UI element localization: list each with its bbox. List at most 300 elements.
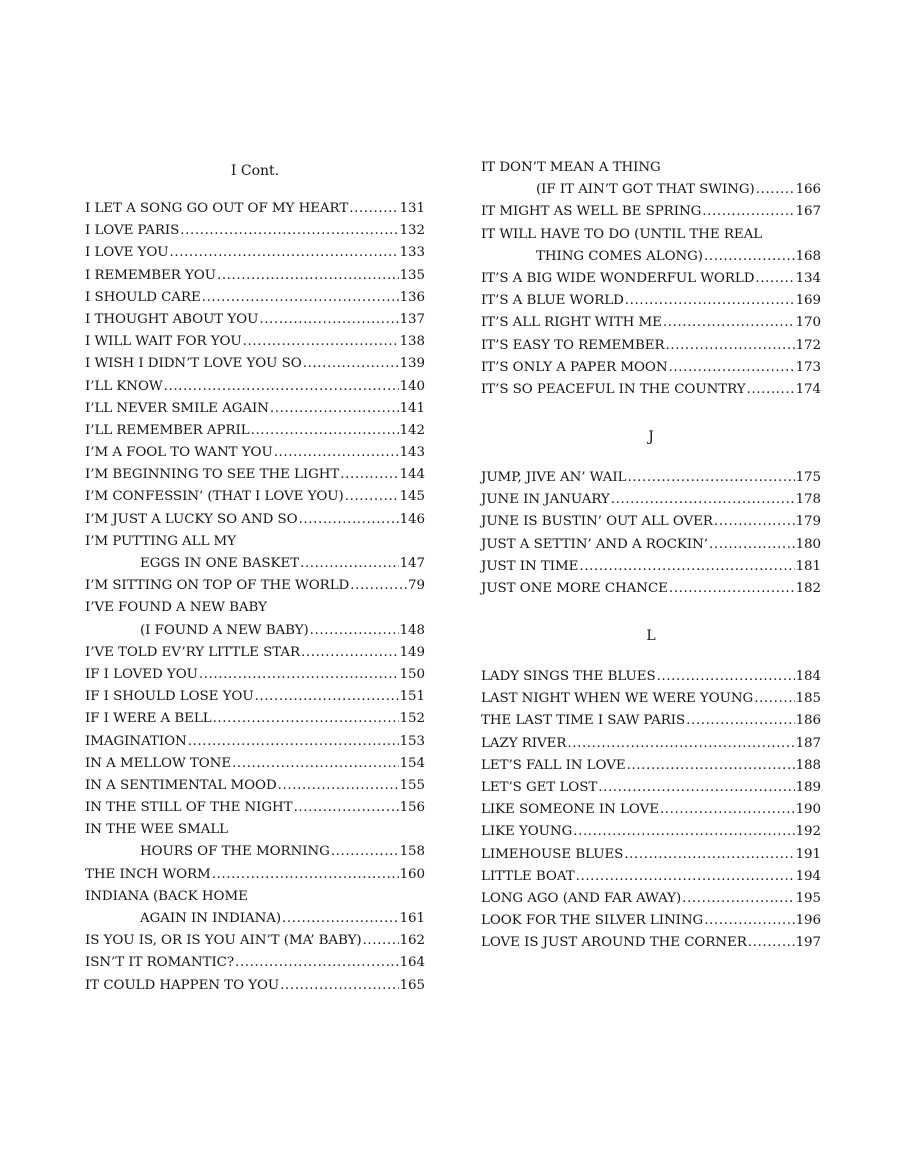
song-title: JUMP, JIVE AN’ WAIL <box>481 470 627 485</box>
index-entry <box>85 534 425 578</box>
index-entry <box>481 891 821 913</box>
song-title: LITTLE BOAT <box>481 868 575 884</box>
song-title: IT MIGHT AS WELL BE SPRING <box>481 204 702 220</box>
song-title: IF I WERE A BELL <box>85 711 212 727</box>
entry-line <box>85 445 425 467</box>
entry-line <box>481 559 821 581</box>
page-number: 173 <box>795 359 821 375</box>
page-number: 169 <box>795 293 821 309</box>
index-entry <box>85 334 425 356</box>
entry-line <box>85 290 425 312</box>
song-title: LIKE YOUNG <box>481 824 573 840</box>
song-title: I’M BEGINNING TO SEE THE LIGHT <box>85 467 340 483</box>
song-title: I’LL NEVER SMILE AGAIN <box>85 400 269 416</box>
page-number: 189 <box>795 779 821 795</box>
song-title: I’VE TOLD EV’RY LITTLE STAR <box>85 644 300 660</box>
dot-leader <box>756 182 795 197</box>
page-number: 131 <box>399 201 425 216</box>
song-title: IT COULD HAPPEN TO YOU <box>85 977 280 993</box>
page-number: 147 <box>399 556 425 571</box>
index-entry <box>481 824 821 846</box>
dot-leader <box>243 334 399 349</box>
section-heading-j: J <box>648 429 654 445</box>
song-title: I LOVE YOU <box>85 245 169 261</box>
entry-line <box>481 514 821 536</box>
index-entry <box>481 802 821 824</box>
dot-leader <box>345 489 399 504</box>
page-number: 149 <box>399 644 425 660</box>
dot-leader <box>299 512 399 527</box>
song-title: LONG AGO (AND FAR AWAY) <box>481 890 682 906</box>
page-number: 153 <box>399 733 425 749</box>
dot-leader <box>627 758 795 773</box>
page-number: 145 <box>399 489 425 505</box>
entry-line <box>481 293 821 315</box>
index-entry <box>481 514 821 536</box>
entry-line <box>85 201 425 223</box>
section-heading-l: L <box>646 628 656 644</box>
dot-leader <box>349 201 398 216</box>
page-number: 141 <box>399 400 425 416</box>
left-entry-list <box>85 201 425 1000</box>
dot-leader <box>709 537 795 552</box>
dot-leader <box>280 978 398 993</box>
entry-line <box>481 581 821 603</box>
index-entry <box>481 935 821 957</box>
page-number: 165 <box>399 977 425 993</box>
dot-leader <box>686 713 794 728</box>
song-title: I WILL WAIT FOR YOU <box>85 334 242 350</box>
entry-line <box>85 778 425 800</box>
song-title: I’VE FOUND A NEW BABY <box>85 600 267 616</box>
page-number: 190 <box>795 802 821 818</box>
index-entry <box>481 537 821 559</box>
index-entry <box>85 955 425 977</box>
entry-line <box>85 600 425 622</box>
dot-leader <box>669 581 795 596</box>
page-number: 139 <box>399 356 425 372</box>
index-entry <box>481 559 821 581</box>
entry-line <box>85 467 425 489</box>
song-title: IS YOU IS, OR IS YOU AIN’T (MA’ BABY) <box>85 933 362 949</box>
index-entry <box>85 245 425 267</box>
entry-line <box>85 756 425 778</box>
index-entry <box>85 667 425 689</box>
page-number: 164 <box>399 955 425 971</box>
page-number: 152 <box>399 711 425 727</box>
entry-line <box>481 315 821 337</box>
entry-line <box>85 423 425 445</box>
page-number: 188 <box>795 757 821 773</box>
dot-leader <box>567 736 794 751</box>
right-entry-list-j <box>481 470 821 603</box>
entry-line <box>481 182 821 204</box>
dot-leader <box>188 734 399 749</box>
song-title: I’LL REMEMBER APRIL <box>85 422 250 438</box>
index-entry <box>481 360 821 382</box>
page-number: 137 <box>399 311 425 327</box>
dot-leader <box>213 711 399 726</box>
dot-leader <box>625 293 795 308</box>
song-title: I’M SITTING ON TOP OF THE WORLD <box>85 578 350 594</box>
entry-line <box>85 489 425 511</box>
dot-leader <box>180 223 398 238</box>
index-entry <box>85 356 425 378</box>
index-entry <box>85 578 425 600</box>
entry-line <box>85 667 425 689</box>
page-number: 143 <box>399 445 425 461</box>
index-entry <box>85 756 425 778</box>
dot-leader <box>212 867 399 882</box>
song-title: (I FOUND A NEW BABY) <box>140 622 309 638</box>
dot-leader <box>702 204 794 219</box>
entry-line <box>85 867 425 889</box>
index-entry <box>481 669 821 691</box>
song-title: AGAIN IN INDIANA) <box>140 911 282 926</box>
entry-line <box>85 245 425 267</box>
page-number: 161 <box>399 911 425 926</box>
entry-line <box>481 537 821 559</box>
entry-line <box>85 268 425 290</box>
song-title: I’LL KNOW <box>85 378 163 394</box>
entry-line <box>85 822 425 844</box>
index-entry <box>481 338 821 360</box>
index-entry <box>85 379 425 401</box>
dot-leader <box>573 824 794 839</box>
index-entry <box>85 312 425 334</box>
page-number: 156 <box>399 800 425 816</box>
song-title: LET’S GET LOST <box>481 779 598 795</box>
entry-line <box>481 847 821 869</box>
page-number: 174 <box>795 381 821 397</box>
page-number: 134 <box>795 270 821 286</box>
page-number: 154 <box>399 755 425 771</box>
dot-leader <box>682 891 794 906</box>
page-number: 175 <box>795 470 821 485</box>
song-title: I’M A FOOL TO WANT YOU <box>85 445 273 461</box>
entry-line <box>481 736 821 758</box>
index-entry <box>85 201 425 223</box>
dot-leader <box>704 913 794 928</box>
index-entry <box>85 600 425 644</box>
index-entry <box>85 445 425 467</box>
dot-leader <box>300 556 398 571</box>
song-title: LIMEHOUSE BLUES <box>481 846 624 862</box>
song-title: THE INCH WORM <box>85 866 211 882</box>
song-title: IN THE STILL OF THE NIGHT <box>85 800 293 816</box>
song-title: IN A MELLOW TONE <box>85 755 232 771</box>
song-title: IT’S SO PEACEFUL IN THE COUNTRY <box>481 381 746 397</box>
dot-leader <box>704 249 795 264</box>
page-number: 158 <box>399 844 425 860</box>
entry-line <box>85 689 425 711</box>
index-entry <box>85 800 425 822</box>
page-number: 168 <box>795 248 821 264</box>
entry-line <box>85 978 425 1000</box>
index-entry <box>481 713 821 735</box>
song-title: (IF IT AIN’T GOT THAT SWING) <box>536 182 755 198</box>
entry-line <box>481 780 821 802</box>
entry-line <box>85 578 425 600</box>
song-title: LIKE SOMEONE IN LOVE <box>481 802 659 818</box>
dot-leader <box>255 689 399 704</box>
entry-line <box>481 691 821 713</box>
song-title: IN A SENTIMENTAL MOOD <box>85 777 277 793</box>
song-title: IT’S EASY TO REMEMBER <box>481 337 665 353</box>
index-entry <box>481 382 821 404</box>
index-entry <box>85 822 425 866</box>
page-number: 187 <box>795 735 821 751</box>
song-title: IT’S A BLUE WORLD <box>481 293 624 309</box>
song-title: JUST A SETTIN’ AND A ROCKIN’ <box>481 536 708 552</box>
index-entry <box>85 734 425 756</box>
page-number: 144 <box>399 467 425 483</box>
page-number: 162 <box>399 933 425 949</box>
entry-line <box>85 379 425 401</box>
entry-line <box>85 312 425 334</box>
dot-leader <box>331 844 399 859</box>
dot-leader <box>202 290 399 305</box>
index-entry <box>481 204 821 226</box>
song-title: I’M CONFESSIN’ (THAT I LOVE YOU) <box>85 489 344 505</box>
dot-leader <box>624 847 794 862</box>
page-number: 186 <box>795 713 821 729</box>
dot-leader <box>235 955 399 970</box>
dot-leader <box>274 445 399 460</box>
page-number: 197 <box>795 935 821 951</box>
song-title: LAZY RIVER <box>481 735 567 751</box>
song-title: LADY SINGS THE BLUES <box>481 669 656 684</box>
entry-line <box>481 913 821 935</box>
dot-leader <box>199 667 399 682</box>
dot-leader <box>627 470 794 485</box>
entry-line <box>481 227 821 249</box>
page-number: 179 <box>795 514 821 530</box>
entry-line <box>481 669 821 691</box>
song-title: I SHOULD CARE <box>85 289 201 305</box>
entry-line <box>85 512 425 534</box>
index-entry <box>85 489 425 511</box>
entry-line <box>481 802 821 824</box>
song-title: IMAGINATION <box>85 733 187 749</box>
index-entry <box>481 492 821 514</box>
index-entry <box>481 581 821 603</box>
song-title: IN THE WEE SMALL <box>85 822 229 838</box>
dot-leader <box>598 780 794 795</box>
song-title: LAST NIGHT WHEN WE WERE YOUNG <box>481 691 754 707</box>
page-number: 170 <box>795 315 821 331</box>
entry-line <box>85 889 425 911</box>
page-number: 148 <box>399 622 425 638</box>
dot-leader <box>259 312 398 327</box>
song-title: I THOUGHT ABOUT YOU <box>85 311 259 327</box>
entry-line <box>85 356 425 378</box>
entry-line <box>85 711 425 733</box>
entry-line <box>85 800 425 822</box>
dot-leader <box>660 802 795 817</box>
dot-leader <box>611 492 795 507</box>
entry-line <box>481 891 821 913</box>
page-number: 155 <box>399 777 425 793</box>
index-entry <box>85 290 425 312</box>
dot-leader <box>301 645 399 660</box>
song-title: I’M PUTTING ALL MY <box>85 533 237 549</box>
entry-line <box>85 223 425 245</box>
entry-line <box>85 955 425 977</box>
index-entry <box>85 423 425 445</box>
dot-leader <box>282 911 399 926</box>
page-number: 167 <box>795 204 821 220</box>
dot-leader <box>363 933 399 948</box>
index-entry <box>481 780 821 802</box>
dot-leader <box>576 869 795 884</box>
song-title: IT’S ALL RIGHT WITH ME <box>481 315 662 331</box>
song-title: LOVE IS JUST AROUND THE CORNER <box>481 935 747 951</box>
page-number: 138 <box>399 334 425 350</box>
right-entry-list-l <box>481 669 821 957</box>
page-number: 160 <box>399 866 425 882</box>
dot-leader <box>217 268 399 283</box>
page-number: 151 <box>399 689 425 705</box>
dot-leader <box>350 578 407 593</box>
index-entry <box>85 867 425 889</box>
entry-line <box>85 401 425 423</box>
dot-leader <box>747 382 795 397</box>
index-entry <box>481 293 821 315</box>
song-title: LET’S FALL IN LOVE <box>481 757 626 773</box>
entry-line <box>481 935 821 957</box>
page-number: 181 <box>795 558 821 574</box>
song-title: ISN’T IT ROMANTIC? <box>85 955 235 971</box>
entry-line <box>481 713 821 735</box>
entry-line <box>85 534 425 556</box>
index-entry <box>481 315 821 337</box>
entry-line <box>481 382 821 404</box>
index-entry <box>481 758 821 780</box>
entry-line <box>85 556 425 578</box>
song-title: IT DON’T MEAN A THING <box>481 160 661 175</box>
page-number: 182 <box>795 580 821 596</box>
dot-leader <box>714 514 795 529</box>
entry-line <box>481 160 821 182</box>
page-number: 79 <box>408 578 425 594</box>
song-title: I’M JUST A LUCKY SO AND SO <box>85 511 298 527</box>
page-number: 178 <box>795 492 821 508</box>
page-number: 184 <box>795 669 821 684</box>
song-title: HOURS OF THE MORNING <box>140 844 330 860</box>
entry-line <box>481 338 821 360</box>
index-entry <box>85 978 425 1000</box>
index-entry <box>481 913 821 935</box>
dot-leader <box>303 356 399 371</box>
index-entry <box>85 223 425 245</box>
index-entry <box>481 691 821 713</box>
index-entry <box>85 512 425 534</box>
index-entry <box>85 689 425 711</box>
song-title: JUST ONE MORE CHANCE <box>481 580 668 596</box>
index-entry <box>85 711 425 733</box>
dot-leader <box>755 271 794 286</box>
song-title: JUNE IS BUSTIN’ OUT ALL OVER <box>481 514 713 530</box>
index-entry <box>85 401 425 423</box>
song-title: I WISH I DIDN’T LOVE YOU SO <box>85 356 302 372</box>
page-number: 136 <box>399 289 425 305</box>
index-entry <box>481 160 821 204</box>
song-title: I LET A SONG GO OUT OF MY HEART <box>85 201 349 216</box>
index-entry <box>85 467 425 489</box>
dot-leader <box>251 423 399 438</box>
entry-line <box>85 623 425 645</box>
page-number: 166 <box>795 182 821 198</box>
dot-leader <box>294 800 399 815</box>
section-heading-i-cont: I Cont. <box>230 163 280 179</box>
dot-leader <box>579 559 794 574</box>
index-entry <box>85 933 425 955</box>
song-title: INDIANA (BACK HOME <box>85 888 248 904</box>
dot-leader <box>657 669 795 684</box>
index-entry <box>481 271 821 293</box>
page-number: 146 <box>399 511 425 527</box>
entry-line <box>481 470 821 492</box>
index-entry <box>481 227 821 271</box>
entry-line <box>481 869 821 891</box>
dot-leader <box>748 935 795 950</box>
dot-leader <box>669 360 795 375</box>
song-title: IT’S A BIG WIDE WONDERFUL WORLD <box>481 270 755 286</box>
entry-line <box>85 933 425 955</box>
page-number: 132 <box>399 223 425 239</box>
entry-line <box>85 645 425 667</box>
dot-leader <box>663 315 795 330</box>
page-number: 142 <box>399 422 425 438</box>
song-title: IT’S ONLY A PAPER MOON <box>481 359 668 375</box>
index-entry <box>85 889 425 933</box>
page-number: 180 <box>795 536 821 552</box>
index-entry <box>481 470 821 492</box>
song-title: EGGS IN ONE BASKET <box>140 556 300 571</box>
entry-line <box>481 204 821 226</box>
page-number: 192 <box>795 824 821 840</box>
entry-line <box>481 758 821 780</box>
entry-line <box>481 249 821 271</box>
entry-line <box>85 334 425 356</box>
dot-leader <box>278 778 399 793</box>
dot-leader <box>310 623 399 638</box>
song-title: I REMEMBER YOU <box>85 267 216 283</box>
dot-leader <box>232 756 399 771</box>
entry-line <box>481 824 821 846</box>
song-title: THE LAST TIME I SAW PARIS <box>481 713 686 729</box>
index-entry <box>85 645 425 667</box>
song-title: JUST IN TIME <box>481 558 579 574</box>
page-number: 172 <box>795 337 821 353</box>
entry-line <box>85 844 425 866</box>
entry-line <box>481 360 821 382</box>
page-number: 194 <box>795 868 821 884</box>
page-number: 195 <box>795 890 821 906</box>
song-title: IF I LOVED YOU <box>85 666 198 682</box>
index-entry <box>481 869 821 891</box>
page-number: 150 <box>399 666 425 682</box>
song-title: IF I SHOULD LOSE YOU <box>85 689 254 705</box>
page-number: 140 <box>399 378 425 394</box>
song-title: JUNE IN JANUARY <box>481 492 610 508</box>
index-entry <box>85 268 425 290</box>
song-title: I LOVE PARIS <box>85 223 180 239</box>
page-number: 135 <box>399 267 425 283</box>
right-entry-list-it <box>481 160 821 404</box>
page-number: 133 <box>399 245 425 261</box>
